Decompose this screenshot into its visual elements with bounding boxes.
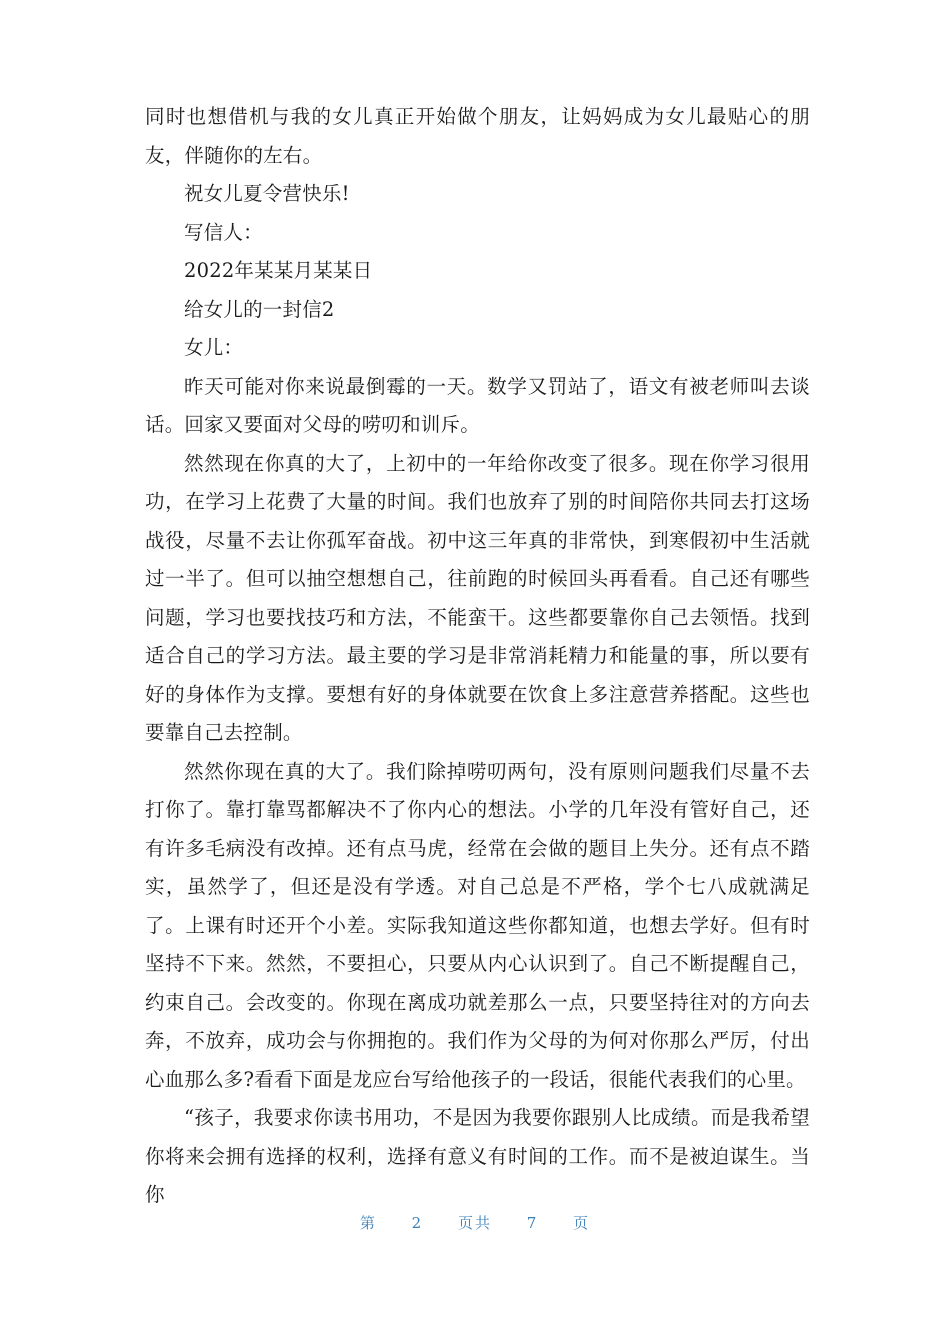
paragraph-1: 同时也想借机与我的女儿真正开始做个朋友，让妈妈成为女儿最贴心的朋友，伴随你的左右。 — [145, 105, 810, 167]
paragraph-4: 2022年某某月某某日 — [184, 259, 373, 282]
page-footer — [0, 1212, 950, 1233]
paragraph-6: 女儿： — [184, 336, 244, 359]
footer-page-number: 2 — [411, 1214, 424, 1232]
paragraph-9: 然然你现在真的大了。我们除掉唠叨两句，没有原则问题我们尽量不去打你了。靠打靠骂都解决不了你内心的想法。小学的几年没有管好自己，还有许多毛病没有改掉。还有点马虎，经常在会做的题目上失分。还有点不踏实，虽然学了，但还是没有学透。对自己总是不严格，学个七八成就满足了。上课有时还开个小差。实际我知道这些你都知道，也想去学好。但有时坚持不下来。然然，不要担心，只要从内心认识到了。自己不断提醒自己，约束自己。会改变的。你现在离成功就差那么一点，只要坚持往对的方向去奔，不放弃，成功会与你拥抱的。我们作为父母的为何对你那么严厉，付出心血那么多?看看下面是龙应台写给他孩子的一段话，很能代表我们的心里。 — [145, 759, 810, 1091]
paragraph-10: “孩子，我要求你读书用功，不是因为我要你跟别人比成绩。而是我希望你将来会拥有选择的权利，选择有意义有时间的工作。而不是被迫谋生。当你 — [145, 1106, 810, 1206]
footer-middle: 页共 — [457, 1214, 492, 1232]
footer-suffix: 页 — [573, 1214, 591, 1232]
paragraph-3: 写信人： — [184, 220, 263, 244]
paragraph-7: 昨天可能对你来说最倒霉的一天。数学又罚站了，语文有被老师叫去谈话。回家又要面对父母的唠叨和训斥。 — [145, 374, 810, 436]
document-body — [145, 98, 810, 1215]
paragraph-5: 给女儿的一封信2 — [184, 297, 335, 321]
footer-total-pages: 7 — [526, 1214, 539, 1232]
footer-prefix: 第 — [359, 1214, 377, 1232]
paragraph-8: 然然现在你真的大了，上初中的一年给你改变了很多。现在你学习很用功，在学习上花费了大量的时间。我们也放弃了别的时间陪你共同去打这场战役，尽量不去让你孤军奋战。初中这三年真的非常快，到寒假初中生活就过一半了。但可以抽空想想自己，往前跑的时候回头再看看。自己还有哪些问题，学习也要找技巧和方法，不能蛮干。这些都要靠你自己去领悟。找到适合自己的学习方法。最主要的学习是非常消耗精力和能量的事，所以要有好的身体作为支撑。要想有好的身体就要在饮食上多注意营养搭配。这些也要靠自己去控制。 — [145, 451, 810, 744]
paragraph-2: 祝女儿夏令营快乐! — [184, 182, 350, 205]
